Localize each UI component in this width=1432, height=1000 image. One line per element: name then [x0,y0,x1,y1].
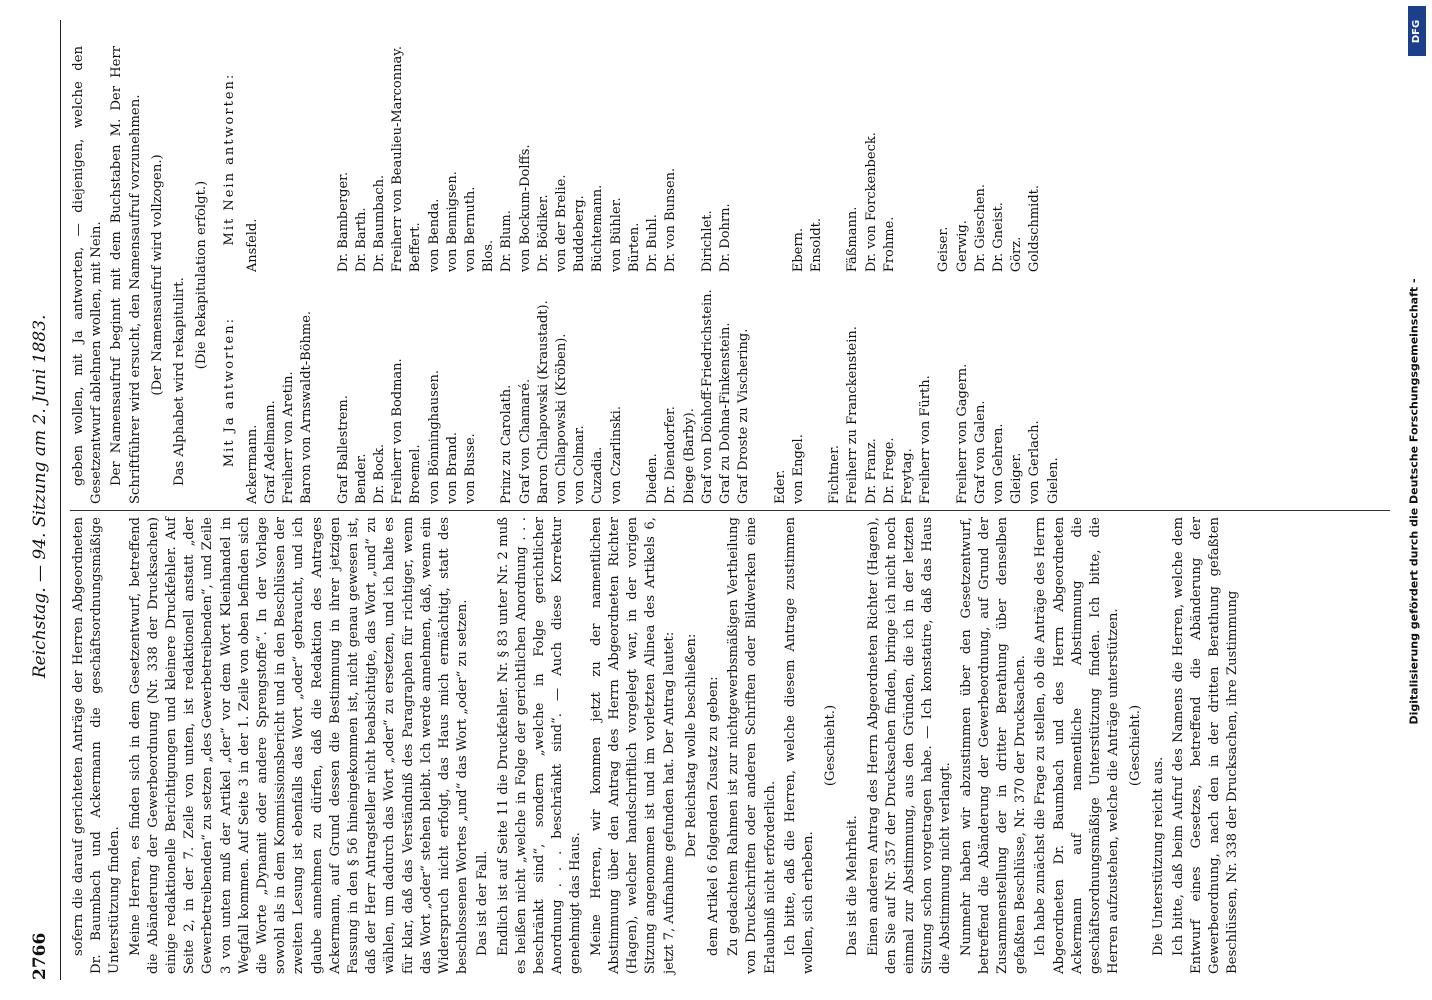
paragraph: sofern die darauf gerichteten Anträge der Herren Abgeordneten Dr. Baumbach und Ackermann die geschäftsordnungsmäßige Unterstützung finden. [71,517,123,974]
vote-name: Graf Droste zu Vischering. [736,328,752,504]
vote-name: Dr. Diendorfer. [663,406,679,504]
vote-name: von der Brelie. [554,174,570,273]
paragraph: Zu gedachtem Rahmen ist zur nichtgewerbsmäßigen Vertheilung von Druckschriften oder anderen Schriften oder Bildwerken eine Erlaubniß nicht erforderlich. [726,517,778,974]
vote-name: Freiherr von Bodman. [390,358,406,504]
dfg-logo [1408,6,1426,56]
paragraph: Das ist der Fall. [475,850,491,956]
vote-name [298,46,316,272]
vote-name: Ebern. [790,227,806,273]
page-number: 2766 [30,932,50,980]
vote-name: Freiherr von Aretin. [281,371,297,504]
vote-name: Blos. [481,239,497,273]
yes-heading: Mit Ja antworten: [222,317,238,468]
vote-name: Dr. Buhl. [645,214,661,273]
vote-name: von Bockum-Dolffs. [517,144,533,273]
dfg-logo-text: DFG [1411,19,1423,43]
vote-name [772,46,790,272]
vote-name [681,46,699,272]
text-columns [70,20,1390,980]
vote-name: von Chlapowski (Kröben). [554,333,570,504]
vote-name: von Gehren. [990,423,1006,504]
right-column [70,40,1390,510]
vote-name: von Gerlach. [1027,420,1043,504]
vote-name: Ackermann. [244,424,260,504]
vote-name: Dr. Franz. [863,438,879,504]
vote-name: Freiherr von Fürth. [918,375,934,504]
paragraph: Die Unterstützung reicht aus. [1150,756,1166,956]
vote-name [899,46,917,272]
vote-name: Gielen. [1045,457,1061,504]
vote-name: von Brand. [444,431,460,504]
paragraph: Der Namensaufruf beginnt mit dem Buchstaben M. Der Herr Schriftführer wird ersucht, den Namensaufruf vorzunehmen. [109,46,143,504]
vote-name: Goldschmidt. [1027,184,1043,273]
vote-name: Gerwig. [954,220,970,273]
vote-name: Freiherr von Gagern. [954,363,970,504]
vote-name [626,280,644,504]
vote-name [826,46,844,272]
vote-name: Fichtner. [827,444,843,504]
vote-name: Geiser. [936,226,952,273]
vote-name: Dr. Baumbach. [372,174,388,273]
vote-name: Gleiger. [1009,452,1025,504]
vote-name: Frohme. [881,216,897,273]
paragraph: dem Artikel 6 folgenden Zusatz zu geben: [705,676,721,956]
vote-name: von Colmar. [572,425,588,504]
left-column [70,510,1390,980]
vote-name: Broemel. [408,444,424,504]
vote-name [935,280,953,504]
vote-name: Graf von Galen. [972,400,988,504]
right-intro [70,46,211,504]
vote-name: von Benda. [426,198,442,273]
paragraph: geben wollen, mit Ja antworten, — diejenigen, welche den Gesetzentwurf ablehnen wollen, mit Nein. [71,46,105,504]
page-title: Reichstag. — 94. Sitzung am 2. Juni 1883. [30,314,50,679]
vote-name: Dr. Bödiker. [535,194,551,273]
vote-name: Fäßmann. [845,206,861,273]
vote-name: Dirichlet. [699,210,715,273]
no-heading: Mit Nein antworten: [222,72,238,246]
vote-name: von Czarlinski. [608,406,624,504]
vote-name: Diege (Barby). [681,408,697,504]
paragraph: Der Reichstag wolle beschließen: [683,633,699,858]
document-page [20,20,1400,980]
vote-name [262,46,280,272]
vote-name: Freiherr zu Franckenstein. [845,326,861,504]
vote-name [917,46,935,272]
vote-name: Dr. Gneist. [990,202,1006,273]
vote-name: Freytag. [899,448,915,504]
paragraph: Das ist die Mehrheit. [845,815,861,956]
vote-name: Dr. Gieschen. [972,183,988,273]
vote-name: Graf zu Dohna-Finkenstein. [717,322,733,504]
paragraph: Ich habe zunächst die Frage zu stellen, ob die Anträge des Herrn Abgeordneten Dr. Baumbach und des Herrn Abgeordneten Ackermann auf namentliche Abstimmung die geschäftsordnungsmäßige Unterstützung finden. Ich bitte, die Herren aufzustehen, welche die Anträge unterstützen. [1033,517,1122,974]
vote-name: Graf Adelmann. [262,400,278,504]
paragraph: (Geschieht.) [1128,704,1144,787]
vote-name: Freiherr von Beaulieu-Marconnay. [390,46,406,273]
vote-name [316,46,334,272]
vote-name: Graf Ballestrem. [335,395,351,504]
vote-name: Baron von Arnswaldt-Böhme. [299,310,315,504]
paragraph: Endlich ist auf Seite 11 die Druckfehler. Nr. § 83 unter Nr. 2 muß es heißen nicht „welche in Folge der gerichtlichen Anordnung . . . beschränkt sind“, sondern „welche in Folge gerichtlicher Anordnung . . . beschränkt sind“. — Auch diese Korrektur genehmigt das Haus. [495,517,584,974]
paragraph: (Geschieht.) [823,704,839,787]
vote-name: Ansfeld. [244,218,260,273]
vote-name: Dr. von Bunsen. [663,167,679,273]
vote-name: Dr. von Forckenbeck. [863,132,879,273]
vote-name [753,46,771,272]
vote-name [735,46,753,272]
dfg-imprint [1404,6,1424,996]
paragraph: (Der Namensaufruf wird vollzogen.) [149,154,165,396]
vote-name: von Bönninghausen. [426,369,442,504]
vote-name: Dr. Frege. [881,437,897,504]
vote-name: von Bernuth. [463,186,479,273]
vote-name: Dr. Dohrn. [717,203,733,273]
vote-name: von Busse. [463,433,479,504]
vote-name: Büchtemann. [590,184,606,273]
vote-name: Görz. [1009,236,1025,273]
vote-name: Beffert. [408,222,424,273]
paragraph: Einen anderen Antrag des Herrn Abgeordneten Richter (Hagen), den Sie auf Nr. 357 der Drucksachen finden, bringe ich nicht noch einmal zur Abstimmung, aus den Gründen, die ich in der letzten Sitzung schon vorgetragen habe. — Ich konstatire, daß das Haus die Abstimmung nicht verlangt. [865,517,954,974]
vote-name: Dr. Barth. [353,207,369,273]
vote-name [480,280,498,504]
paragraph: Ich bitte, daß die Herren, welche diesem Antrage zustimmen wollen, sich erheben. [782,517,816,974]
vote-name: Eder. [772,469,788,504]
vote-name: Buddeberg. [572,195,588,273]
vote-name: von Bühler. [608,197,624,273]
vote-name: Dieden. [645,453,661,504]
paragraph: Nunmehr haben wir abzustimmen über den Gesetzentwurf, betreffend die Abänderung der Gewerbeordnung, auf Grund der Zusammenstellung der in dritter Berathung über denselben gefaßten Beschlüsse, Nr. 370 der Drucksachen. [958,517,1029,974]
vote-name [753,280,771,504]
vote-lists [215,46,1062,504]
imprint-text: Digitalisierung gefördert durch die Deutsche Forschungsgemeinschaft - [1407,277,1421,725]
vote-name: Ensoldt. [808,217,824,273]
vote-name [808,280,826,504]
vote-name: Dr. Bamberger. [335,171,351,273]
vote-name: Bender. [353,453,369,504]
vote-name: von Engel. [790,434,806,504]
paragraph: Meine Herren, wir kommen jetzt zu der namentlichen Abstimmung über den Antrag des Herrn Abgeordneten Richter (Hagen), welcher handschriftlich vorgelegt war, in der vorigen Sitzung angenommen ist und im vorletzten Alinea des Artikels 6, jetzt 7, Aufnahme gefunden hat. Der Antrag lautet: [588,517,677,974]
vote-name: Graf von Chamaré. [517,378,533,504]
paragraph: (Die Rekapitulation erfolgt.) [194,180,210,370]
vote-name: von Bennigsen. [444,171,460,273]
page-header [20,20,61,980]
yes-list [215,280,1062,504]
no-list [215,46,1062,272]
paragraph: Das Alphabet wird rekapitulirt. [172,277,188,486]
vote-name: Dr. Blum. [499,210,515,273]
vote-name: Graf von Dönhoff-Friedrichstein. [699,289,715,504]
vote-name [280,46,298,272]
paragraph: Ich bitte, daß beim Aufruf des Namens die Herren, welche dem Entwurf eines Gesetzes, betreffend die Abänderung der Gewerbeordnung, nach den in der dritten Berathung gefaßten Beschlüssen, Nr. 338 der Drucksachen, ihre Zustimmung [1170,517,1241,974]
vote-name: Cuzadia. [590,446,606,504]
vote-name: Dr. Bock. [372,443,388,504]
vote-name: Prinz zu Carolath. [499,384,515,504]
vote-name: Baron Chlapowski (Kraustadt). [535,300,551,504]
vote-name [316,280,334,504]
paragraph: Meine Herren, es finden sich in dem Gesetzentwurf, betreffend die Abänderung der Gewerbeordnung (Nr. 338 der Drucksachen) einige redaktionelle Berichtigungen und kleinere Druckfehler. Auf Seite 2, in der 7. Zeile von unten, ist redaktionell anstatt „der Gewerbetreibenden“ zu setzen „des Gewerbetreibenden“, und Zeile 3 von unten muß der Artikel „der“ vor dem Wort Kleinhandel in Wegfall kommen. Auf Seite 3 in der 1. Zeile von oben befinden sich die Worte „Dynamit oder andere Sprengstoffe“. In der Vorlage sowohl als in dem Kommissionsbericht und in den Beschlüssen der zweiten Lesung ist ebenfalls das Wort „oder“ gebraucht, und ich glaube annehmen zu dürfen, daß die Redaktion des Antrages Ackermann, auf Grund dessen die Bestimmung in ihrer jetzigen Fassung in den § 56 hineingekommen ist, nicht genau gewesen ist, daß der Herr Antragsteller nicht beabsichtigte, das Wort „und“ zu wählen, um dadurch das Wort „oder“ zu ersetzen, und ich halte es für klar, daß das Verständniß des Paragraphen für richtiger, wenn das Wort „oder“ stehen bleibt. Ich werde annehmen, daß, wenn ein Widerspruch nicht erfolgt, das Haus mich ermächtigt, statt des beschlossenen Wortes „und“ das Wort „oder“ zu setzen. [127,517,471,974]
vote-name: Bürten. [626,222,642,273]
